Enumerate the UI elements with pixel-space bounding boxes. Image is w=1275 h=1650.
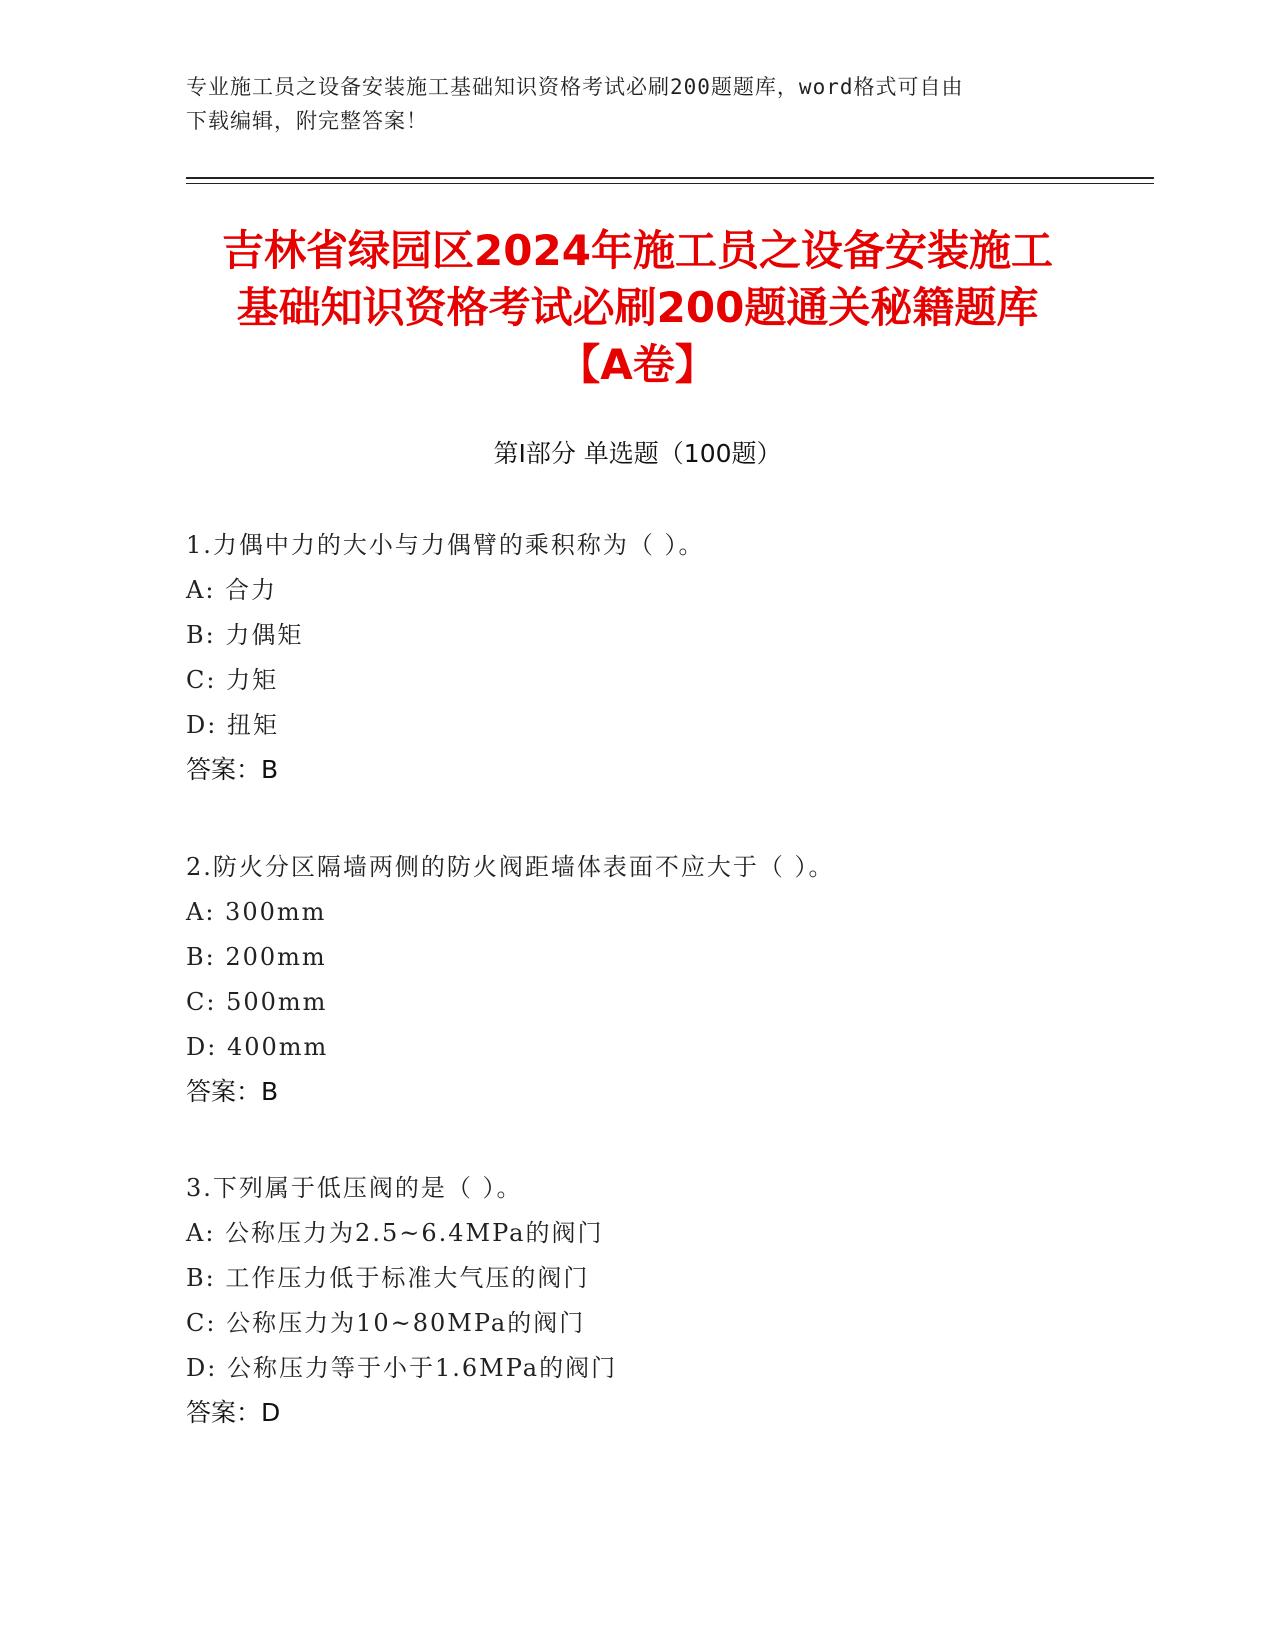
question-1-text: 1.力偶中力的大小与力偶臂的乘积称为（ ）。 <box>186 531 705 559</box>
section-title: 第Ⅰ部分 单选题（100题） <box>493 439 782 468</box>
question-1-option-b: B: 力偶矩 <box>186 621 304 649</box>
header-note-line-1: 专业施工员之设备安装施工基础知识资格考试必刷200题题库，word格式可自由 <box>186 75 964 99</box>
document-title <box>160 222 1115 393</box>
question-1-option-d: D: 扭矩 <box>186 711 279 739</box>
question-2-option-d: D: 400mm <box>186 1033 329 1061</box>
question-3 <box>186 1173 1146 1428</box>
question-3-option-a: A: 公称压力为2.5~6.4MPa的阀门 <box>186 1219 604 1247</box>
question-3-option-c: C: 公称压力为10~80MPa的阀门 <box>186 1309 586 1337</box>
question-1-option-a: A: 合力 <box>186 576 278 604</box>
document-title-line-2: 基础知识资格考试必刷200题通关秘籍题库 <box>236 283 1039 332</box>
header-divider-thick <box>186 177 1154 179</box>
header-note <box>186 70 1086 138</box>
question-1-answer: 答案：B <box>186 755 279 784</box>
question-3-answer: 答案：D <box>186 1398 281 1427</box>
document-title-line-1: 吉林省绿园区2024年施工员之设备安装施工 <box>222 226 1053 275</box>
question-2 <box>186 852 1146 1107</box>
question-3-text: 3.下列属于低压阀的是（ ）。 <box>186 1174 523 1202</box>
question-2-option-b: B: 200mm <box>186 943 327 971</box>
header-divider-thin <box>186 183 1154 184</box>
question-3-option-b: B: 工作压力低于标准大气压的阀门 <box>186 1264 590 1292</box>
question-1-option-c: C: 力矩 <box>186 666 279 694</box>
question-2-option-a: A: 300mm <box>186 898 327 926</box>
document-title-line-3: 【A卷】 <box>558 340 717 389</box>
question-3-option-d: D: 公称压力等于小于1.6MPa的阀门 <box>186 1354 618 1382</box>
question-1 <box>186 530 1146 785</box>
question-2-answer: 答案：B <box>186 1077 279 1106</box>
question-2-text: 2.防火分区隔墙两侧的防火阀距墙体表面不应大于（ ）。 <box>186 853 835 881</box>
question-2-option-c: C: 500mm <box>186 988 328 1016</box>
header-note-line-2: 下载编辑，附完整答案！ <box>186 109 428 133</box>
